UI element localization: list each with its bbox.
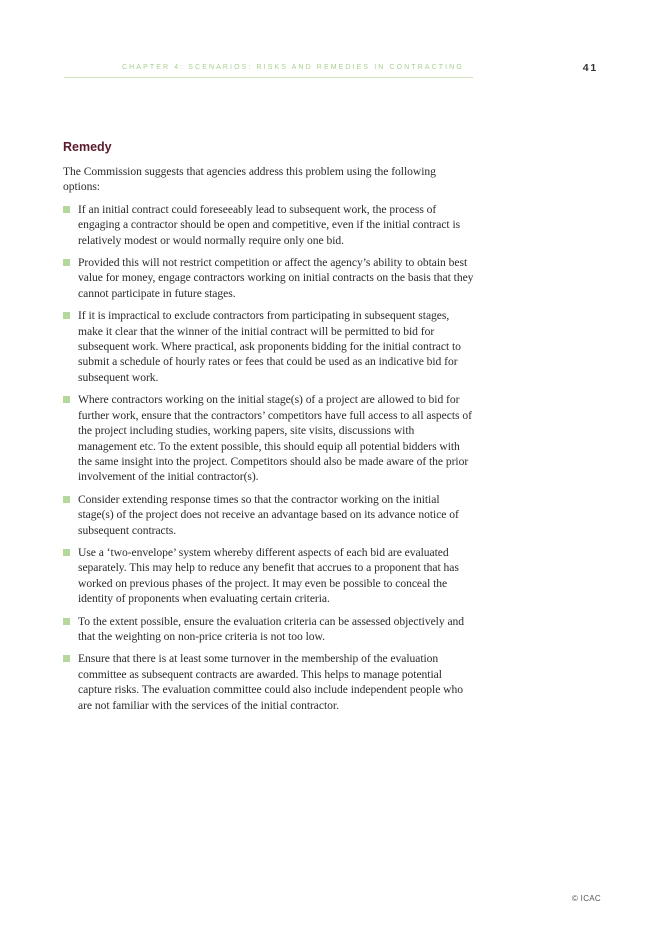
bullet-text: If an initial contract could foreseeably lead to subsequent work, the process of engaging a contractor should be open and competitive, even if the initial contract is relatively modest or would normally require only one bid. (78, 202, 461, 247)
square-bullet-icon (63, 655, 70, 662)
bullet-text: Use a ‘two-envelope’ system whereby different aspects of each bid are evaluated separately. This may help to reduce any benefit that accrues to a proponent that has worked on previous phases of the project. It may even be possible to conceal the identity of proponents when evaluating certain criteria. (78, 545, 459, 606)
square-bullet-icon (63, 549, 70, 556)
page-number: 41 (582, 62, 598, 74)
running-header-chapter-title: CHAPTER 4: SCENARIOS: RISKS AND REMEDIES IN CONTRACTING (122, 64, 464, 71)
bullet-text: To the extent possible, ensure the evaluation criteria can be assessed objectively and that the weighting on non-price criteria is not too low. (78, 614, 465, 643)
bullet-item (63, 614, 475, 645)
bullet-text: Ensure that there is at least some turnover in the membership of the evaluation committee as subsequent contracts are awarded. This helps to manage potential capture risks. The evaluation committee could also include independent people who are not familiar with the services of the initial contractor. (78, 652, 463, 712)
bullet-text: Where contractors working on the initial stage(s) of a project are allowed to bid for further work, ensure that the contractors’ competitors have full access to all aspects of the project including studies, working papers, site visits, discussions with management etc. To the extent possible, this should equip all potential bidders with the same insight into the project. Competitors should also be made aware of the prior involvement of the initial contractor(s). (78, 393, 472, 484)
bullet-item (63, 308, 475, 385)
bullet-item (63, 651, 475, 713)
square-bullet-icon (63, 259, 70, 266)
bullet-item (63, 545, 475, 607)
bullet-text: If it is impractical to exclude contractors from participating in subsequent stages, make it clear that the winner of the initial contract will be permitted to bid for subsequent work. Where practical, ask proponents bidding for the initial contract to submit a schedule of hourly rates or fees that could be used as an indicative bid for subsequent work. (78, 309, 461, 384)
bullet-item (63, 492, 475, 538)
bullet-item (63, 202, 475, 248)
remedy-bullet-list (63, 202, 475, 713)
footer-copyright: © ICAC (571, 894, 601, 903)
intro-paragraph: The Commission suggests that agencies address this problem using the following options: (63, 165, 436, 194)
square-bullet-icon (63, 312, 70, 319)
square-bullet-icon (63, 396, 70, 403)
square-bullet-icon (63, 206, 70, 213)
section-heading: Remedy (63, 140, 112, 154)
main-content (63, 139, 475, 720)
square-bullet-icon (63, 618, 70, 625)
bullet-text: Provided this will not restrict competition or affect the agency’s ability to obtain best value for money, engage contractors working on initial contracts on the basis that they cannot participate in future stages. (78, 256, 474, 300)
bullet-item (63, 255, 475, 301)
header-divider (64, 77, 473, 78)
square-bullet-icon (63, 496, 70, 503)
bullet-item (63, 392, 475, 484)
bullet-text: Consider extending response times so that the contractor working on the initial stage(s) of the project does not receive an advantage based on its advance notice of subsequent contracts. (78, 492, 459, 537)
